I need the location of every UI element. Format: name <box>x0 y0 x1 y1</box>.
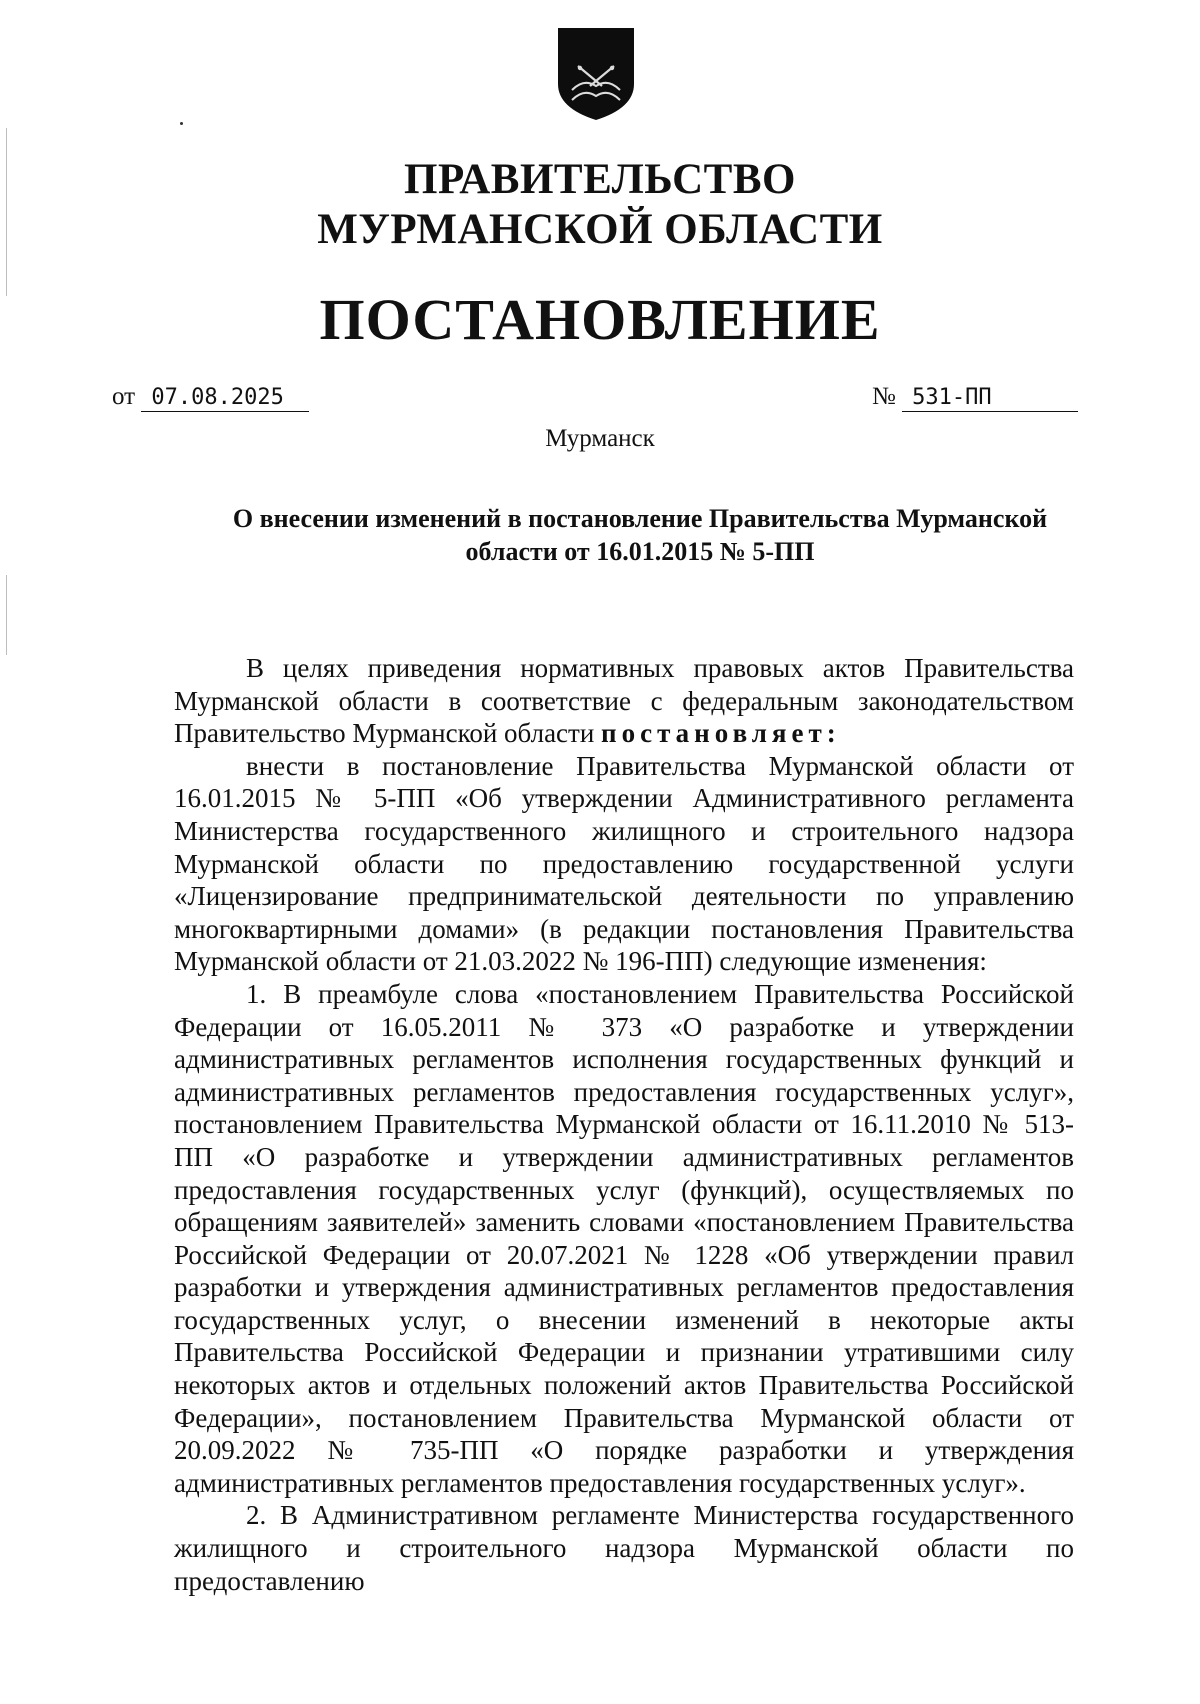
authority-name-line2: МУРМАНСКОЙ ОБЛАСТИ <box>317 206 883 253</box>
document-number: 531-ПП <box>902 385 1078 412</box>
document-type-title: ПОСТАНОВЛЕНИЕ <box>319 287 881 352</box>
document-number-row <box>872 380 1078 414</box>
document-subject: О внесении изменений в постановление Правительства Мурманской области от 16.01.2015 № 5-ПП <box>232 504 1048 566</box>
document-city: Мурманск <box>545 425 655 452</box>
scan-edge-mark <box>6 575 7 655</box>
document-body <box>174 652 1074 1597</box>
scan-dot <box>180 122 183 125</box>
intro-text: В целях приведения нормативных правовых актов Правительства Мурманской области в соответствие с федеральным законодательством Правительство Мурманской области <box>174 653 1074 749</box>
body-paragraph: 2. В Административном регламенте Министерства государственного жилищного и строительного надзора Мурманской области по предоставлению <box>174 1500 1074 1596</box>
authority-name-line1: ПРАВИТЕЛЬСТВО <box>404 156 796 203</box>
intro-paragraph <box>174 652 1074 750</box>
body-paragraph: внести в постановление Правительства Мурманской области от 16.01.2015 № 5-ПП «Об утверждении Административного регламента Министерства государственного жилищного и строительного надзора Мурманской области по предоставлению государственной услуги «Лицензирование предпринимательской деятельности по управлению многоквартирными домами» (в редакции постановления Правительства Мурманской области от 21.03.2022 № 196-ПП) следующие изменения: <box>174 750 1074 977</box>
number-prefix: № <box>872 383 896 410</box>
decree-colon: : <box>826 718 836 749</box>
body-paragraph: 1. В преамбуле слова «постановлением Правительства Российской Федерации от 16.05.2011 № 373 «О разработке и утверждении административных регламентов исполнения государственных функций и административных регламентов предоставления государственных услуг», постановлением Правительства Мурманской области от 16.11.2010 № 513-ПП «О разработке и утверждении административных регламентов предоставления государственных услуг (функций), осуществляемых по обращениям заявителей» заменить словами «постановлением Правительства Российской Федерации от 20.07.2021 № 1228 «Об утверждении правил разработки и утверждения административных регламентов предоставления государственных услуг, о внесении изменений в некоторые акты Правительства Российской Федерации и признании утратившими силу некоторых актов и отдельных положений актов Правительства Российской Федерации», постановлением Правительства Мурманской области от 20.09.2022 № 735-ПП «О порядке разработки и утверждения административных регламентов предоставления государственных услуг». <box>174 978 1074 1498</box>
murmansk-coat-of-arms-icon <box>556 26 636 122</box>
document-date-row <box>112 380 309 414</box>
date-prefix: от <box>112 383 136 410</box>
decree-word: постановляет <box>601 718 827 749</box>
document-date: 07.08.2025 <box>141 385 309 412</box>
